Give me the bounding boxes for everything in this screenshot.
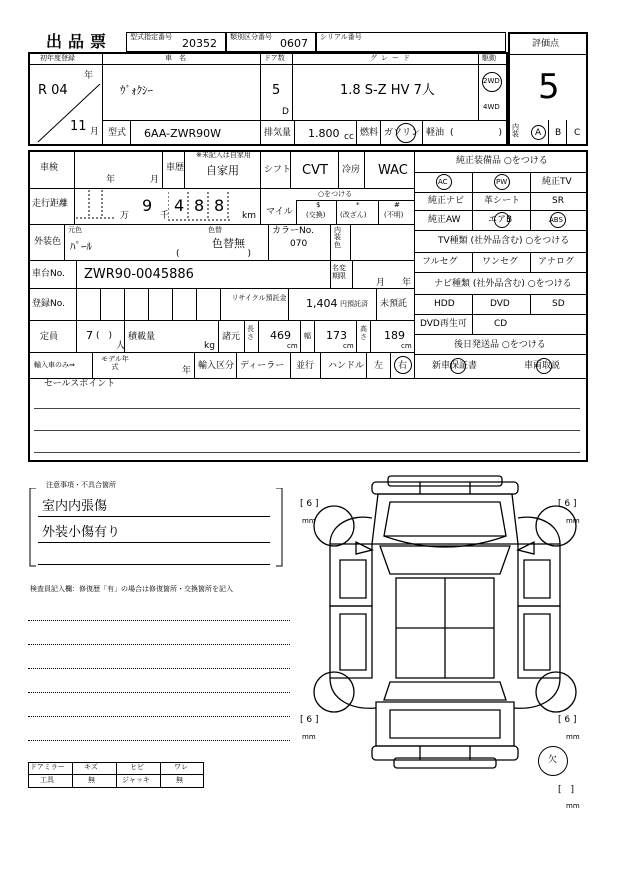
inspector-label: 検査員記入欄：修復歴「有」の場合は修復箇所・交換箇所を記入 [30, 585, 233, 593]
navi-sd: SD [552, 299, 565, 309]
dimensions-label: 諸元 [222, 332, 241, 342]
warranty-circle [450, 358, 466, 374]
length-value: 469 [270, 329, 291, 342]
color-no-label: カラーNo. [272, 226, 314, 236]
note-line-1: 室内内張傷 [42, 499, 108, 514]
shift-value: CVT [302, 163, 328, 178]
exchange-option: (交換) [306, 211, 326, 219]
tv-type-label: TV種類 (社外品含む) ○をつける [438, 236, 570, 246]
model-designation-label: 型式指定番号 [130, 33, 172, 41]
model-type-label: 型式 [108, 128, 127, 138]
rating-label: 評価点 [532, 39, 560, 49]
sales-points-label: セールスポイント [44, 379, 116, 389]
load-label: 積載量 [128, 332, 156, 342]
rating-value: 5 [538, 67, 560, 107]
later-items-label: 後日発送品 ○をつける [454, 340, 546, 350]
note-line-2: 外装小傷有り [42, 525, 121, 540]
unknown-option: (不明) [384, 211, 404, 219]
interior-label: 内装 [512, 123, 519, 138]
tire-rear-right: [ 6 ] [558, 715, 577, 725]
interior-color-label: 内装色 [334, 226, 341, 249]
form-title: 出品票 [46, 32, 113, 51]
dvd-playback-label: DVD再生可 [420, 319, 467, 329]
drive-label: 駆動 [482, 54, 496, 62]
tv-analog: アナログ [538, 257, 575, 267]
car-name-value: ｳﾞｫｸｼｰ [120, 84, 153, 97]
width-value: 173 [326, 329, 347, 342]
chassis-label: 車台No. [32, 269, 65, 279]
displacement-value: 1.800 [308, 127, 340, 140]
equip-pw: PW [496, 178, 508, 186]
parallel-option: 並行 [296, 361, 315, 371]
original-color: ﾊﾟｰﾙ [70, 240, 92, 253]
color-no-value: 070 [290, 239, 308, 249]
fuel-gasoline-circle [396, 123, 416, 143]
capacity-label: 定員 [40, 332, 59, 342]
spare-tire-status: 欠 [548, 755, 558, 765]
tv-oneseg: ワンセグ [482, 257, 519, 267]
serial-label: シリアル番号 [320, 33, 362, 41]
ac-value: WAC [378, 163, 408, 178]
import-label: 輸入車のみ⇒ [34, 361, 75, 369]
chassis-value: ZWR90-0045886 [84, 267, 194, 282]
nameplate-label: 名変期限 [332, 264, 346, 281]
category-label: 類別区分番号 [230, 33, 272, 41]
tire-front-left: [ 6 ] [300, 499, 319, 509]
doors-value: 5 [272, 83, 281, 98]
equip-sr: SR [552, 196, 564, 206]
equip-genuine-tv: 純正TV [542, 177, 572, 187]
equip-ac: AC [438, 178, 448, 186]
handle-left: 左 [374, 361, 384, 371]
cd-option: CD [494, 319, 508, 329]
tire-front-right: [ 6 ] [558, 499, 577, 509]
capacity-value: 7 [86, 329, 93, 342]
equip-genuine-aw: 純正AW [428, 215, 461, 225]
handle-label: ハンドル [328, 361, 365, 371]
tamper-option: (改ざん) [340, 211, 367, 219]
grade-value: 1.8 S-Z HV 7人 [340, 83, 435, 98]
shaken-label: 車検 [40, 163, 59, 173]
recycle-amount: 1,404 [306, 297, 338, 310]
car-damage-diagram [300, 474, 590, 774]
mile-option: マイル [266, 207, 293, 217]
manual-circle [536, 358, 552, 374]
tv-fullseg: フルセグ [422, 257, 458, 267]
first-reg-label: 初年度登録 [40, 54, 75, 62]
displacement-label: 排気量 [264, 128, 292, 138]
dealer-option: ディーラー [240, 361, 285, 371]
mileage-label: 走行距離 [32, 199, 69, 209]
first-reg-year: R 04 [38, 83, 68, 98]
car-name-label: 車 名 [165, 54, 186, 62]
equip-leather: 革シート [484, 196, 521, 206]
color-change-status: 色替無 [212, 237, 245, 250]
model-designation-value: 20352 [182, 37, 217, 50]
grade-label: グレード [370, 54, 414, 62]
exterior-label: 外装色 [34, 237, 62, 247]
category-value: 0607 [280, 37, 308, 50]
navi-dvd: DVD [490, 299, 510, 309]
handle-right-circle [394, 356, 412, 374]
doors-label: ドア数 [264, 54, 285, 62]
ac-label: 冷房 [342, 165, 361, 175]
height-value: 189 [384, 329, 405, 342]
recycle-unpaid: 未預託 [380, 299, 408, 309]
model-year-label: モデル年式 [101, 355, 129, 372]
drive-4wd: 4WD [483, 103, 500, 111]
navi-hdd: HDD [434, 299, 455, 309]
first-reg-month: 11 [70, 119, 87, 134]
later-manual: 車両取説 [524, 361, 561, 371]
shift-label: シフト [264, 165, 292, 175]
fuel-gasoline: ガソリン [384, 128, 421, 138]
notes-title: 注意事項・不具合箇所 [46, 481, 116, 489]
fuel-diesel: 軽油 [426, 128, 445, 138]
navi-type-label: ナビ種類 (社外品含む) ○をつける [434, 279, 572, 289]
equip-abs: ABS [549, 216, 563, 224]
import-type-label: 輸入区分 [198, 361, 235, 371]
history-label: 車歴 [166, 163, 185, 173]
mileage-digit-1: 9 [142, 196, 153, 215]
later-warranty: 新車保証書 [432, 361, 478, 371]
equip-airbag: エアB [488, 215, 513, 225]
history-value: 自家用 [206, 164, 239, 177]
spare-tire-bracket: [ ] [558, 785, 575, 795]
tire-rear-left: [ 6 ] [300, 715, 319, 725]
fuel-label: 燃料 [360, 128, 379, 138]
equip-genuine-navi: 純正ナビ [428, 196, 465, 206]
registration-label: 登録No. [32, 299, 65, 309]
recycle-label: リサイクル預託金 [231, 294, 287, 302]
drive-2wd: 2WD [483, 77, 500, 85]
genuine-equipment-label: 純正装備品 ○をつける [456, 156, 548, 166]
model-type-value: 6AA-ZWR90W [144, 127, 222, 140]
mileage-digit-2: 4 [174, 196, 185, 215]
handle-right: 右 [398, 361, 408, 371]
mileage-digit-3: 8 [194, 196, 205, 215]
mileage-digit-4: 8 [214, 196, 225, 215]
